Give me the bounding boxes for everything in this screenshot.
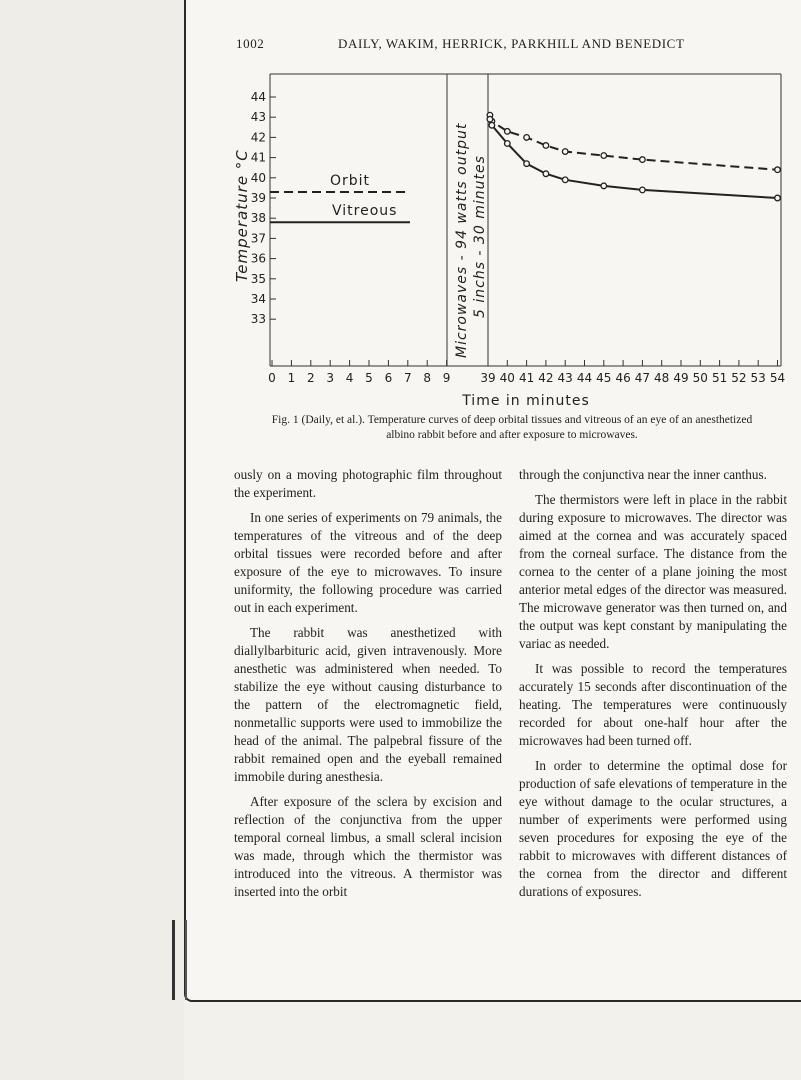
left-margin [0,0,184,1080]
x-tick-label: 4 [345,371,354,385]
data-point-orbit [601,153,607,159]
x-tick-label: 44 [576,371,593,385]
x-tick-label: 39 [480,371,496,385]
x-tick-label: 51 [711,371,728,385]
x-tick-label: 52 [731,371,747,385]
exposure-annotation-line-1: Microwaves - 94 watts output [454,122,470,358]
x-tick-label: 6 [384,371,393,385]
binding-mark [172,920,187,1000]
x-tick-label: 5 [365,371,373,385]
running-head: DAILY, WAKIM, HERRICK, PARKHILL AND BENEDICT [338,36,685,51]
paragraph: through the conjunctiva near the inner canthus. [519,467,767,482]
x-axis-ticks [268,360,785,385]
legend-label-orbit: Orbit [330,172,371,189]
data-point-vitreous [487,116,493,122]
exposure-annotation-line-2: 5 inchs - 30 minutes [472,155,488,318]
page-header [236,36,781,56]
y-tick-label: 35 [250,271,266,286]
paragraph: In one series of experiments on 79 animals, the temperatures of the vitreous and of the deep orbital tissues were recorded before and after exposure of the eye to microwaves. To insure uniformity, the following procedure was carried out in each experiment. [234,510,502,615]
data-point-vitreous [562,177,568,183]
y-axis-label: Temperature °C [233,149,251,282]
exposure-annotation [454,123,488,358]
chart-frame [270,74,781,366]
data-point-orbit [640,157,646,163]
data-point-vitreous [489,122,495,128]
data-point-vitreous [640,187,646,193]
y-tick-label: 34 [250,292,266,306]
temperature-chart [190,60,801,420]
y-tick-label: 40 [250,170,266,185]
x-axis-label: Time in minutes [462,393,590,409]
y-tick-label: 44 [250,90,266,104]
left-column [234,466,502,908]
chart-series [487,112,780,200]
x-tick-label: 40 [499,371,515,385]
x-tick-label: 47 [634,371,651,385]
series-line-orbit [490,115,778,170]
x-tick-label: 42 [538,371,554,385]
x-tick-label: 45 [596,371,612,385]
figure-caption [236,413,788,443]
caption-line-2: albino rabbit before and after exposure to microwaves. [386,429,638,441]
x-tick-label: 0 [268,371,276,385]
paragraph: ously on a moving photographic film throughout the experiment. [234,467,502,500]
x-tick-label: 1 [287,371,296,385]
y-tick-label: 38 [250,211,266,226]
y-tick-label: 42 [250,130,266,145]
y-tick-label: 39 [250,191,266,205]
x-tick-label: 43 [557,371,573,385]
y-tick-label: 43 [250,110,266,125]
data-point-vitreous [775,195,781,201]
y-tick-label: 41 [250,150,266,165]
data-point-vitreous [543,171,549,177]
data-point-vitreous [524,161,530,167]
x-tick-label: 48 [654,371,670,385]
data-point-orbit [505,129,511,135]
x-tick-label: 3 [326,371,335,385]
x-tick-label: 2 [306,371,315,385]
caption-line-1: Fig. 1 (Daily, et al.). Temperature curves of deep orbital tissues and vitreous of an eye of an anesthetized [271,414,753,426]
y-tick-label: 33 [250,312,266,327]
paragraph: After exposure of the sclera by excision and reflection of the conjunctiva from the upper temporal corneal limbus, a small scleral incision was made, through which the thermistor was introduced into the vitreous. A thermistor was inserted into the orbit [234,794,502,899]
x-tick-label: 53 [750,371,766,385]
right-column [519,466,787,908]
y-tick-label: 37 [250,231,266,246]
x-tick-label: 7 [403,371,412,385]
data-point-orbit [562,149,568,155]
y-axis-ticks [251,90,276,326]
x-tick-label: 54 [769,371,786,385]
x-tick-label: 41 [518,371,535,385]
x-tick-label: 9 [442,371,451,385]
paragraph: The rabbit was anesthetized with diallylbarbituric acid, given intravenously. More anesthetic was administered when needed. To stabilize the eye without causing disturbance to the pattern of the electromagnetic field, nonmetallic supports were used to immobilize the head of the animal. The palpebral fissure of the rabbit remained open and the eyeball remained immobile during anesthesia. [234,625,502,784]
x-tick-label: 50 [692,371,708,385]
data-point-orbit [543,143,549,149]
page-number: 1002 [236,36,265,51]
paragraph: It was possible to record the temperatures accurately 15 seconds after discontinuation of the heating. The temperatures were continuously recorded for about one-half hour after the microwaves had been turned off. [519,661,787,748]
data-point-orbit [524,135,530,141]
chart-legend [270,173,410,222]
x-tick-label: 8 [423,371,432,385]
paragraph: The thermistors were left in place in the rabbit during exposure to microwaves. The director was aimed at the cornea and was accurately spaced from the corneal surface. The distance from the cornea to the center of a plane joining the most anterior metal edges of the director was measured. The microwave generator was then turned on, and the output was kept constant by manipulating the variac as needed. [519,492,787,651]
data-point-vitreous [601,183,607,189]
body-text [234,466,786,926]
data-point-orbit [775,167,781,173]
paragraph: In order to determine the optimal dose for production of safe elevations of temperature in the eye without damage to the ocular structures, a number of experiments were performed using seven procedures for exposing the eye of the rabbit to microwaves with different distances of the cornea from the director and different durations of exposures. [519,758,787,899]
y-tick-label: 36 [250,251,266,266]
data-point-vitreous [505,141,511,147]
x-tick-label: 46 [615,371,631,385]
x-tick-label: 49 [673,371,689,385]
legend-label-vitreous: Vitreous [332,203,398,220]
